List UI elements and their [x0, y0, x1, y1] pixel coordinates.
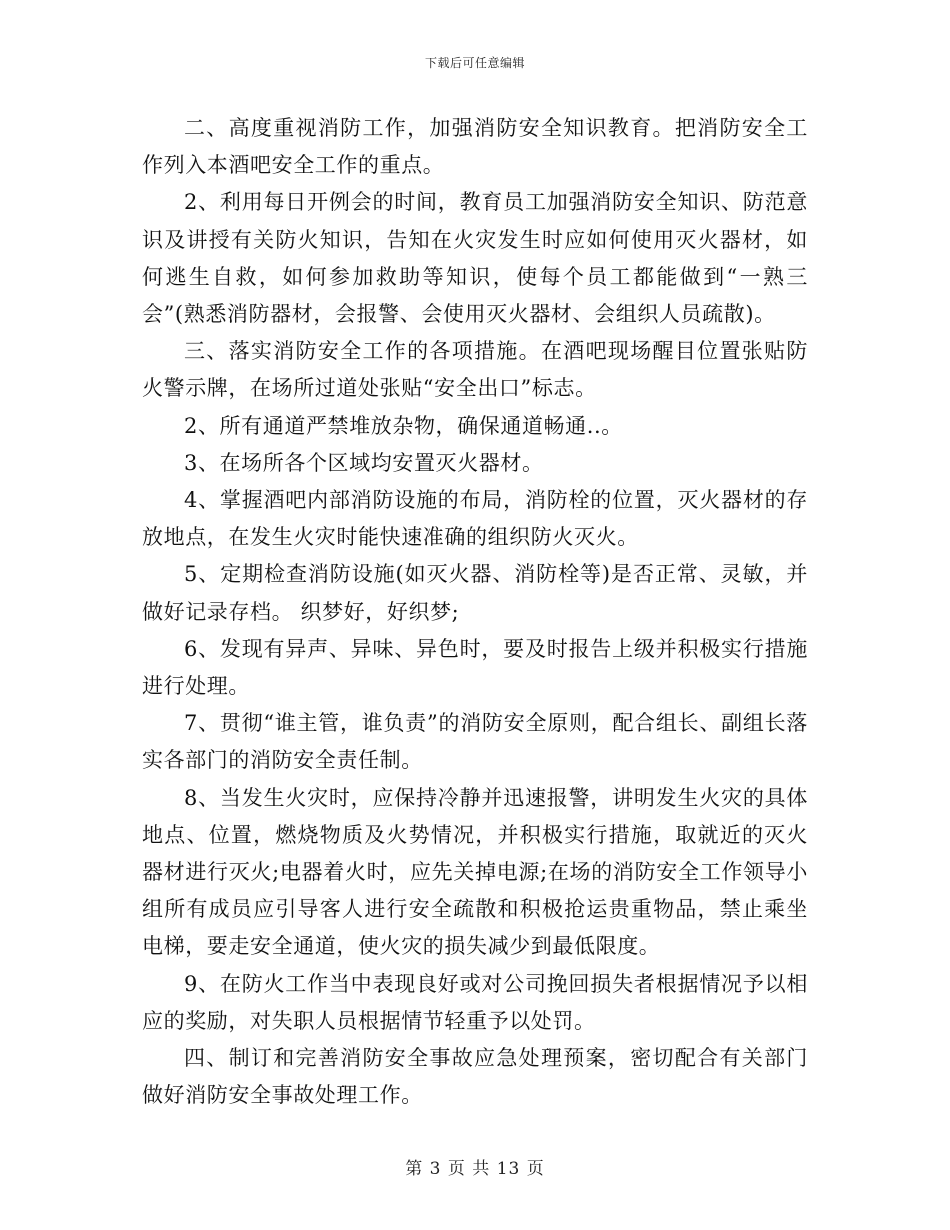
- page-header-note: 下载后可任意编辑: [424, 56, 525, 70]
- paragraph-item-9-rewards: 9、在防火工作当中表现良好或对公司挽回损失者根据情况予以相应的奖励，对失职人员根据情节轻重予以处罚。: [142, 971, 808, 1033]
- paragraph-item-2-passages: 2、所有通道严禁堆放杂物，确保通道畅通..。: [184, 413, 623, 438]
- paragraph-item-6-anomalies: 6、发现有异声、异味、异色时，要及时报告上级并积极实行措施进行处理。: [142, 636, 808, 699]
- page-number-footer: 第 3 页 共 13 页: [405, 1159, 545, 1179]
- paragraph-item-2-education: 2、利用每日开例会的时间，教育员工加强消防安全知识、防范意识及讲授有关防火知识，告知在火灾发生时应如何使用灭火器材，如何逃生自救，如何参加救助等知识，使每个员工都能做到“一熟三会”(熟悉消防器材，会报警、会使用灭火器材、会组织人员疏散)。: [142, 190, 808, 327]
- paragraph-item-8-fire-response: 8、当发生火灾时，应保持冷静并迅速报警，讲明发生火灾的具体地点、位置，燃烧物质及火势情况，并积极实行措施，取就近的灭火器材进行灭火;电器着火时，应先关掉电源;在场的消防安全工作领导小组所有成员应引导客人进行安全疏散和积极抢运贵重物品，禁止乘坐电梯，要走安全通道，使火灾的损失减少到最低限度。: [142, 785, 808, 959]
- paragraph-item-7-responsibility: 7、贯彻“谁主管，谁负责”的消防安全原则，配合组长、副组长落实各部门的消防安全责任制。: [142, 711, 808, 773]
- paragraph-section-four: 四、制订和完善消防安全事故应急处理预案，密切配合有关部门做好消防安全事故处理工作。: [142, 1046, 808, 1108]
- paragraph-section-three: 三、落实消防安全工作的各项措施。在酒吧现场醒目位置张贴防火警示牌，在场所过道处张贴“安全出口”标志。: [142, 339, 808, 401]
- document-body: [142, 110, 808, 1114]
- paragraph-section-two: 二、高度重视消防工作，加强消防安全知识教育。把消防安全工作列入本酒吧安全工作的重点。: [142, 116, 808, 178]
- paragraph-item-5-inspection: 5、定期检查消防设施(如灭火器、消防栓等)是否正常、灵敏，并做好记录存档。 织梦好，好织梦;: [142, 562, 808, 624]
- paragraph-item-3-extinguishers: 3、在场所各个区域均安置灭火器材。: [184, 450, 544, 475]
- paragraph-item-4-layout: 4、掌握酒吧内部消防设施的布局，消防栓的位置，灭火器材的存放地点，在发生火灾时能快速准确的组织防火灭火。: [142, 488, 808, 550]
